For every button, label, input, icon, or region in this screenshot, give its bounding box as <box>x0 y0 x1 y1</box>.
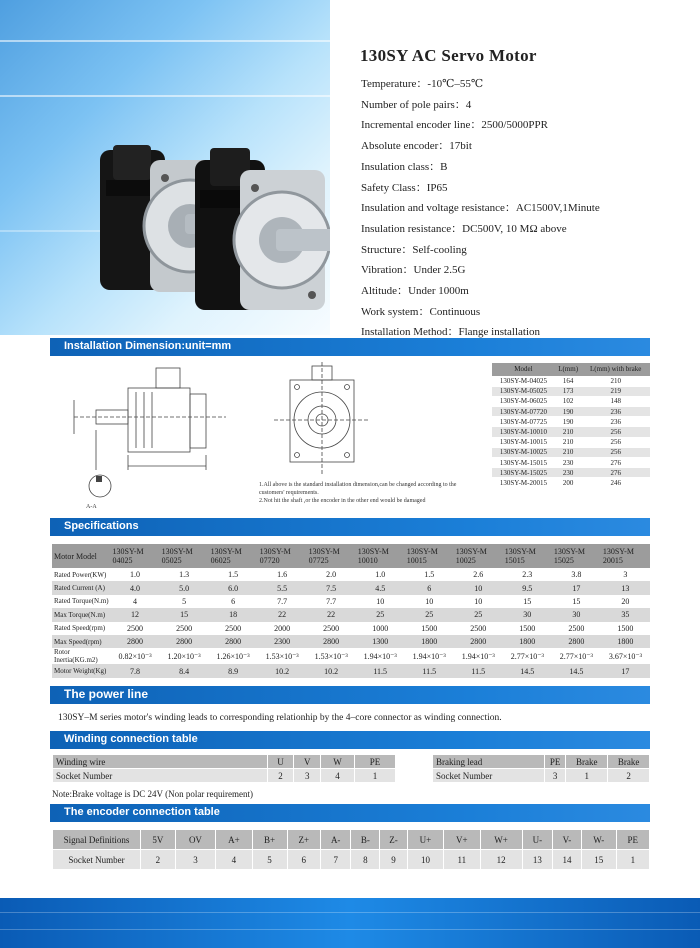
spec-line <box>361 303 480 319</box>
table-cell: U <box>267 755 294 769</box>
column-header: 130SY-M 10025 <box>454 544 503 568</box>
table-cell: 1000 <box>356 622 405 635</box>
table-cell: 8.9 <box>209 664 258 677</box>
spec-value: Self-cooling <box>412 243 467 256</box>
table-cell: 3 <box>175 850 215 870</box>
spec-line <box>361 158 447 174</box>
table-cell: 210 <box>555 437 582 447</box>
table-cell: W- <box>581 830 616 850</box>
column-header: L(mm) with brake <box>581 363 650 376</box>
table-cell: 130SY-M-04025 <box>492 376 555 386</box>
table-cell: 14.5 <box>552 664 601 677</box>
table-cell: 1.0 <box>111 568 160 581</box>
table-cell: 4.5 <box>356 581 405 594</box>
spec-value: 2500/5000PPR <box>481 119 548 132</box>
table-row <box>492 458 650 468</box>
table-cell: 14 <box>553 850 582 870</box>
table-cell: 219 <box>581 386 650 396</box>
table-cell: 9 <box>380 850 407 870</box>
table-cell: 130SY-M-20015 <box>492 478 555 488</box>
table-cell: Brake <box>608 755 650 769</box>
table-cell: 3 <box>294 769 321 783</box>
table-cell: 2.77×10⁻³ <box>503 648 552 664</box>
front-view-drawing <box>270 362 370 474</box>
table-row <box>492 386 650 396</box>
table-cell: 3.8 <box>552 568 601 581</box>
table-cell: 256 <box>581 437 650 447</box>
table-cell: 1800 <box>405 635 454 648</box>
table-cell: 173 <box>555 386 582 396</box>
table-row <box>52 608 650 621</box>
table-cell: 1.6 <box>258 568 307 581</box>
footer-band <box>0 898 700 948</box>
table-cell: 130SY-M-05025 <box>492 386 555 396</box>
page-title: 130SY AC Servo Motor <box>360 46 537 65</box>
table-row <box>492 396 650 406</box>
table-cell: 10.2 <box>258 664 307 677</box>
table-cell: 25 <box>454 608 503 621</box>
row-label: Rated Current (A) <box>52 581 111 594</box>
table-cell: 1 <box>566 769 608 783</box>
table-cell: 2500 <box>209 622 258 635</box>
table-cell: 210 <box>555 427 582 437</box>
spec-line <box>361 261 465 277</box>
table-cell: 2800 <box>307 635 356 648</box>
table-cell: PE <box>616 830 649 850</box>
spec-value: 4 <box>465 98 472 111</box>
table-cell: Brake <box>566 755 608 769</box>
section-title: Installation Dimension:unit=mm <box>64 340 232 352</box>
column-header: 130SY-M 07725 <box>307 544 356 568</box>
table-cell: 2300 <box>258 635 307 648</box>
table-cell: 11 <box>444 850 480 870</box>
column-header: 130SY-M 10010 <box>356 544 405 568</box>
servo-motor-illustration-front <box>195 148 330 310</box>
table-row <box>492 447 650 457</box>
spec-label: Incremental encoder line： <box>361 119 482 132</box>
column-header: 130SY-M 04025 <box>111 544 160 568</box>
spec-line <box>361 116 548 132</box>
table-cell: 15 <box>552 595 601 608</box>
table-cell: 10 <box>407 850 443 870</box>
table-row <box>492 478 650 488</box>
specifications-table <box>52 544 650 678</box>
table-cell: V+ <box>444 830 480 850</box>
table-cell: 2500 <box>307 622 356 635</box>
table-cell: 2.6 <box>454 568 503 581</box>
table-cell: 256 <box>581 447 650 457</box>
table-cell: 18 <box>209 608 258 621</box>
table-cell: A+ <box>216 830 252 850</box>
table-cell: 1300 <box>356 635 405 648</box>
section-title: The encoder connection table <box>64 806 220 818</box>
table-cell: 1.94×10⁻³ <box>454 648 503 664</box>
table-row <box>492 427 650 437</box>
table-cell: 5.5 <box>258 581 307 594</box>
table-cell: 22 <box>307 608 356 621</box>
table-cell: 2 <box>608 769 650 783</box>
note-1: 1.All above is the standard installation dimension,can be changed according to the customers' requirements. <box>259 482 457 496</box>
spec-label: Temperature： <box>361 78 428 90</box>
spec-value: IP65 <box>426 181 448 194</box>
table-cell: 2.3 <box>503 568 552 581</box>
table-cell: 1500 <box>405 622 454 635</box>
row-label: Winding wire <box>53 755 268 769</box>
table-cell: 1.94×10⁻³ <box>356 648 405 664</box>
table-row <box>492 468 650 478</box>
row-label: Rated Power(KW) <box>52 568 111 581</box>
column-header: Motor Model <box>52 544 111 568</box>
table-cell: 8.4 <box>160 664 209 677</box>
table-cell: 4.0 <box>111 581 160 594</box>
table-row <box>52 664 650 677</box>
table-cell: 246 <box>581 478 650 488</box>
spec-value: DC500V, 10 MΩ above <box>462 222 567 235</box>
table-cell: 5 <box>252 850 287 870</box>
table-cell: 22 <box>258 608 307 621</box>
table-cell: 7.5 <box>307 581 356 594</box>
table-cell: 164 <box>555 376 582 386</box>
row-label: Socket Number <box>53 850 141 870</box>
table-cell: 230 <box>555 458 582 468</box>
section-bar-specifications <box>50 518 650 536</box>
section-title: Winding connection table <box>64 733 198 745</box>
table-cell: 230 <box>555 468 582 478</box>
table-cell: 1.53×10⁻³ <box>258 648 307 664</box>
table-cell: 2000 <box>258 622 307 635</box>
table-cell: 200 <box>555 478 582 488</box>
table-cell: 1.20×10⁻³ <box>160 648 209 664</box>
section-bar-power-line <box>50 686 650 704</box>
table-cell: 5V <box>141 830 176 850</box>
spec-value: Continuous <box>429 305 481 318</box>
spec-value: Under 2.5G <box>413 264 466 277</box>
spec-label: Vibration： <box>361 264 414 277</box>
spec-label: Absolute encoder： <box>361 140 450 153</box>
table-row <box>52 635 650 648</box>
table-cell: 5 <box>160 595 209 608</box>
table-cell: 2500 <box>160 622 209 635</box>
table-cell: 276 <box>581 458 650 468</box>
table-cell: 1 <box>616 850 649 870</box>
table-cell: 12 <box>480 850 522 870</box>
spec-label: Altitude： <box>361 285 409 297</box>
table-row <box>52 622 650 635</box>
braking-lead-table <box>432 754 650 783</box>
table-cell: 1 <box>354 769 395 783</box>
brake-voltage-note: Note:Brake voltage is DC 24V (Non polar requirement) <box>52 789 254 799</box>
table-cell: 10 <box>454 595 503 608</box>
spec-line <box>361 220 567 236</box>
table-row <box>52 648 650 664</box>
table-cell: 14.5 <box>503 664 552 677</box>
table-row <box>52 581 650 594</box>
column-header: 130SY-M 20015 <box>601 544 650 568</box>
column-header: Model <box>492 363 555 376</box>
table-cell: 25 <box>356 608 405 621</box>
row-label: Socket Number <box>53 769 268 783</box>
table-cell: W+ <box>480 830 522 850</box>
table-cell: 130SY-M-07725 <box>492 417 555 427</box>
spec-line <box>361 199 600 215</box>
table-cell: Z- <box>380 830 407 850</box>
table-cell: 3 <box>544 769 565 783</box>
table-cell: 1.5 <box>405 568 454 581</box>
table-cell: 35 <box>601 608 650 621</box>
row-label: Max Torque(N.m) <box>52 608 111 621</box>
table-cell: 1500 <box>503 622 552 635</box>
table-cell: 17 <box>601 664 650 677</box>
table-cell: B- <box>351 830 380 850</box>
table-cell: 7.7 <box>307 595 356 608</box>
table-cell: 130SY-M-07720 <box>492 407 555 417</box>
section-bar-winding <box>50 731 650 749</box>
section-bar-encoder <box>50 804 650 822</box>
row-label: Rotor Inertia(KG.m2) <box>52 648 111 664</box>
table-cell: B+ <box>252 830 287 850</box>
table-row <box>492 417 650 427</box>
table-cell: 15 <box>503 595 552 608</box>
table-cell: 236 <box>581 417 650 427</box>
table-cell: 2500 <box>454 622 503 635</box>
table-cell: Z+ <box>287 830 320 850</box>
table-cell: 30 <box>503 608 552 621</box>
table-cell: 20 <box>601 595 650 608</box>
table-cell: 2800 <box>160 635 209 648</box>
table-cell: 210 <box>555 447 582 457</box>
table-cell: 15 <box>160 608 209 621</box>
column-header: 130SY-M 10015 <box>405 544 454 568</box>
table-cell: PE <box>354 755 395 769</box>
spec-value: Flange installation <box>458 326 541 339</box>
table-cell: 276 <box>581 468 650 478</box>
table-cell: 130SY-M-10015 <box>492 437 555 447</box>
row-label: Rated Speed(rpm) <box>52 622 111 635</box>
table-cell: 3 <box>601 568 650 581</box>
table-cell: 5.0 <box>160 581 209 594</box>
section-title: The power line <box>64 687 149 701</box>
table-cell: 10 <box>454 581 503 594</box>
row-label: Max Speed(rpm) <box>52 635 111 648</box>
table-cell: 3.67×10⁻³ <box>601 648 650 664</box>
table-cell: 1800 <box>503 635 552 648</box>
table-cell: 7 <box>321 850 351 870</box>
dimension-notes <box>259 481 459 505</box>
table-cell: 210 <box>581 376 650 386</box>
model-length-table <box>492 363 650 489</box>
spec-line <box>361 137 472 153</box>
row-label: Rated Torque(N.m) <box>52 595 111 608</box>
table-cell: 17 <box>552 581 601 594</box>
table-cell: 10.2 <box>307 664 356 677</box>
note-2: 2.Not hit the shaft ,or the encoder in the other end would be damaged <box>259 498 426 504</box>
table-cell: 2800 <box>209 635 258 648</box>
spec-label: Insulation resistance： <box>361 222 463 235</box>
table-cell: 7.8 <box>111 664 160 677</box>
table-cell: 190 <box>555 417 582 427</box>
row-label: Socket Number <box>433 769 545 783</box>
column-header: 130SY-M 15015 <box>503 544 552 568</box>
table-cell: 130SY-M-10025 <box>492 447 555 457</box>
table-cell: 6 <box>209 595 258 608</box>
table-cell: 11.5 <box>454 664 503 677</box>
table-cell: 1500 <box>601 622 650 635</box>
table-cell: 2800 <box>454 635 503 648</box>
table-cell: 236 <box>581 407 650 417</box>
table-cell: 2500 <box>111 622 160 635</box>
spec-value: B <box>440 160 448 173</box>
table-cell: 1.5 <box>209 568 258 581</box>
table-cell: 102 <box>555 396 582 406</box>
table-cell: U- <box>522 830 552 850</box>
table-cell: 2 <box>141 850 176 870</box>
table-cell: 2500 <box>552 622 601 635</box>
spec-label: Insulation class： <box>361 160 441 173</box>
table-cell: 190 <box>555 407 582 417</box>
table-cell: 1.94×10⁻³ <box>405 648 454 664</box>
spec-line <box>361 323 540 339</box>
table-cell: 148 <box>581 396 650 406</box>
table-cell: 7.7 <box>258 595 307 608</box>
table-cell: V <box>294 755 321 769</box>
side-view-drawing <box>66 360 236 510</box>
table-cell: 13 <box>522 850 552 870</box>
spec-value: -10℃–55℃ <box>427 78 484 90</box>
spec-value: 17bit <box>449 140 472 153</box>
spec-label: Safety Class： <box>361 181 427 194</box>
table-cell: 130SY-M-10010 <box>492 427 555 437</box>
spec-label: Work system： <box>361 305 430 318</box>
row-label: Motor Weight(Kg) <box>52 664 111 677</box>
table-cell: 130SY-M-15025 <box>492 468 555 478</box>
table-cell: 130SY-M-06025 <box>492 396 555 406</box>
table-cell: 2.77×10⁻³ <box>552 648 601 664</box>
table-cell: 6 <box>405 581 454 594</box>
spec-label: Insulation and voltage resistance： <box>361 202 516 215</box>
table-cell: 2800 <box>552 635 601 648</box>
spec-label: Number of pole pairs： <box>361 98 466 111</box>
table-cell: U+ <box>407 830 443 850</box>
table-cell: 8 <box>351 850 380 870</box>
table-row <box>52 568 650 581</box>
table-cell: W <box>321 755 355 769</box>
table-cell: 6 <box>287 850 320 870</box>
spec-label: Structure： <box>361 243 413 256</box>
column-header: 130SY-M 05025 <box>160 544 209 568</box>
spec-line <box>361 179 447 195</box>
column-header: 130SY-M 06025 <box>209 544 258 568</box>
spec-line <box>361 241 467 257</box>
table-cell: 15 <box>581 850 616 870</box>
table-cell: 12 <box>111 608 160 621</box>
table-cell: 1.26×10⁻³ <box>209 648 258 664</box>
table-cell: PE <box>544 755 565 769</box>
table-cell: 25 <box>405 608 454 621</box>
column-header: L(mm) <box>555 363 582 376</box>
table-cell: 130SY-M-15015 <box>492 458 555 468</box>
spec-line <box>361 282 469 298</box>
table-cell: 11.5 <box>356 664 405 677</box>
row-label: Signal Definitions <box>53 830 141 850</box>
power-line-description: 130SY–M series motor's winding leads to corresponding relationhip by the 4–core connector as winding connection. <box>58 713 502 723</box>
spec-label: Installation Method： <box>361 326 459 339</box>
table-cell: 10 <box>356 595 405 608</box>
column-header: 130SY-M 07720 <box>258 544 307 568</box>
table-cell: V- <box>553 830 582 850</box>
table-row <box>492 437 650 447</box>
table-cell: 1800 <box>601 635 650 648</box>
encoder-connection-table <box>52 829 650 870</box>
spec-value: AC1500V,1Minute <box>515 202 600 215</box>
table-cell: 4 <box>216 850 252 870</box>
table-cell: 6.0 <box>209 581 258 594</box>
table-cell: 9.5 <box>503 581 552 594</box>
table-cell: 4 <box>321 769 355 783</box>
table-cell: 10 <box>405 595 454 608</box>
table-cell: 11.5 <box>405 664 454 677</box>
table-row <box>492 407 650 417</box>
table-cell: 2 <box>267 769 294 783</box>
table-cell: 1.3 <box>160 568 209 581</box>
table-cell: 4 <box>111 595 160 608</box>
section-label: A-A <box>86 504 97 510</box>
table-cell: 13 <box>601 581 650 594</box>
spec-value: Under 1000m <box>408 285 469 297</box>
table-cell: 2.0 <box>307 568 356 581</box>
hero-image <box>0 0 330 335</box>
table-cell: 1.53×10⁻³ <box>307 648 356 664</box>
table-cell: OV <box>175 830 215 850</box>
winding-connection-table <box>52 754 396 783</box>
table-cell: A- <box>321 830 351 850</box>
table-row <box>52 595 650 608</box>
row-label: Braking lead <box>433 755 545 769</box>
spec-line <box>361 96 471 112</box>
table-cell: 0.82×10⁻³ <box>111 648 160 664</box>
column-header: 130SY-M 15025 <box>552 544 601 568</box>
table-cell: 2800 <box>111 635 160 648</box>
table-cell: 256 <box>581 427 650 437</box>
table-row <box>492 376 650 386</box>
section-bar-dimension <box>50 338 650 356</box>
section-title: Specifications <box>64 520 139 532</box>
spec-line <box>361 75 483 91</box>
table-cell: 1.0 <box>356 568 405 581</box>
table-cell: 30 <box>552 608 601 621</box>
